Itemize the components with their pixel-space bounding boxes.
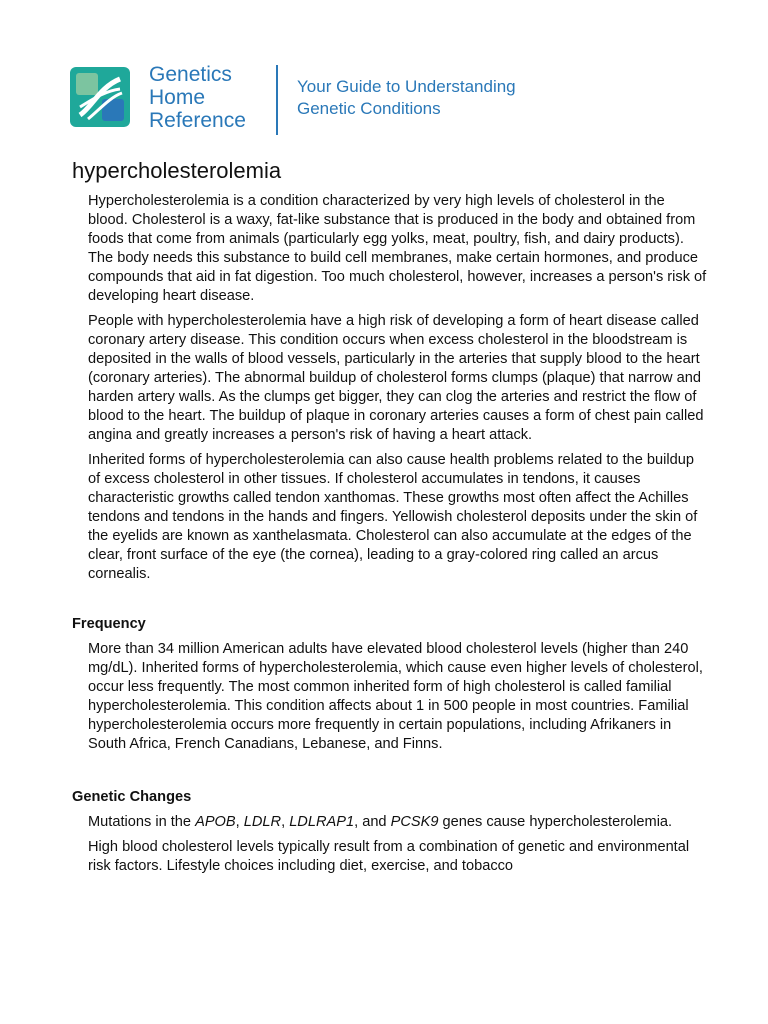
genes-prefix: Mutations in the — [88, 814, 196, 830]
gene-ldlr: LDLR — [243, 814, 282, 830]
gene-separator-3: , and — [354, 814, 391, 830]
intro-paragraph-1: Hypercholesterolemia is a condition characterized by very high levels of cholesterol in the blood. Cholesterol is a waxy, fat-like substance that is produced in the body and obtained from foods that come from animals (particularly egg yolks, meat, poultry, fish, and dairy products). The body needs this substance to build cell membranes, make certain hormones, and produce compounds that aid in fat digestion. Too much cholesterol, however, increases a person's risk of developing heart disease. — [88, 193, 707, 304]
gene-ldlrap1: LDLRAP1 — [289, 814, 355, 830]
logo-line-1: Genetics — [149, 63, 232, 86]
header-tagline — [297, 76, 516, 120]
intro-paragraph-3: Inherited forms of hypercholesterolemia can also cause health problems related to the buildup of excess cholesterol in other tissues. If cholesterol accumulates in tendons, it causes characteristic growths called tendon xanthomas. These growths most often affect the Achilles tendons and tendons in the hands and fingers. Yellowish cholesterol deposits under the skin of the eyelids are known as xanthelasmata. Cholesterol can also accumulate at the edges of the clear, front surface of the eye (the cornea), leading to a gray-colored ring called an arcus cornealis. — [88, 452, 698, 582]
page-header — [70, 62, 710, 142]
intro-paragraph-2: People with hypercholesterolemia have a high risk of developing a form of heart disease called coronary artery disease. This condition occurs when excess cholesterol in the bloodstream is deposited in the walls of blood vessels, particularly in the arteries that supply blood to the heart (coronary arteries). The abnormal buildup of cholesterol forms clumps (plaque) that narrow and harden artery walls. As the clumps get bigger, they can clog the arteries and restrict the flow of blood to the heart. The buildup of plaque in coronary arteries causes a form of chest pain called angina and greatly increases a person's risk of having a heart attack. — [88, 313, 704, 443]
dna-logo-icon — [70, 67, 130, 127]
genetic-changes-section — [88, 813, 708, 882]
frequency-section — [88, 640, 708, 760]
page-title: hypercholesterolemia — [72, 158, 282, 183]
logo-wordmark — [149, 63, 246, 132]
gene-apob: APOB — [195, 814, 236, 830]
genetic-changes-paragraph-2: High blood cholesterol levels typically result from a combination of genetic and environmental risk factors. Lifestyle choices including diet, exercise, and tobacco — [88, 839, 690, 874]
frequency-paragraph: More than 34 million American adults have elevated blood cholesterol levels (higher than 240 mg/dL). Inherited forms of hypercholesterolemia, which cause even higher levels of cholesterol, occur less frequently. The most common inherited form of high cholesterol is called familial hypercholesterolemia. This condition affects about 1 in 500 people in most countries. Familial hypercholesterolemia occurs more frequently in certain populations, including Afrikaners in South Africa, French Canadians, Lebanese, and Finns. — [88, 641, 703, 752]
gene-separator-2: , — [281, 814, 290, 830]
header-divider — [276, 65, 278, 135]
gene-pcsk9: PCSK9 — [390, 814, 439, 830]
genetic-changes-paragraph-1 — [88, 813, 708, 832]
tagline-line-1: Your Guide to Understanding — [297, 77, 516, 96]
gene-separator-1: , — [235, 814, 244, 830]
logo-line-3: Reference — [149, 109, 246, 132]
tagline-line-2: Genetic Conditions — [297, 99, 441, 118]
genes-suffix: genes cause hypercholesterolemia. — [438, 814, 673, 830]
intro-section — [88, 192, 708, 590]
logo-line-2: Home — [149, 86, 206, 109]
frequency-heading: Frequency — [72, 616, 146, 632]
genetic-changes-heading: Genetic Changes — [72, 789, 192, 805]
